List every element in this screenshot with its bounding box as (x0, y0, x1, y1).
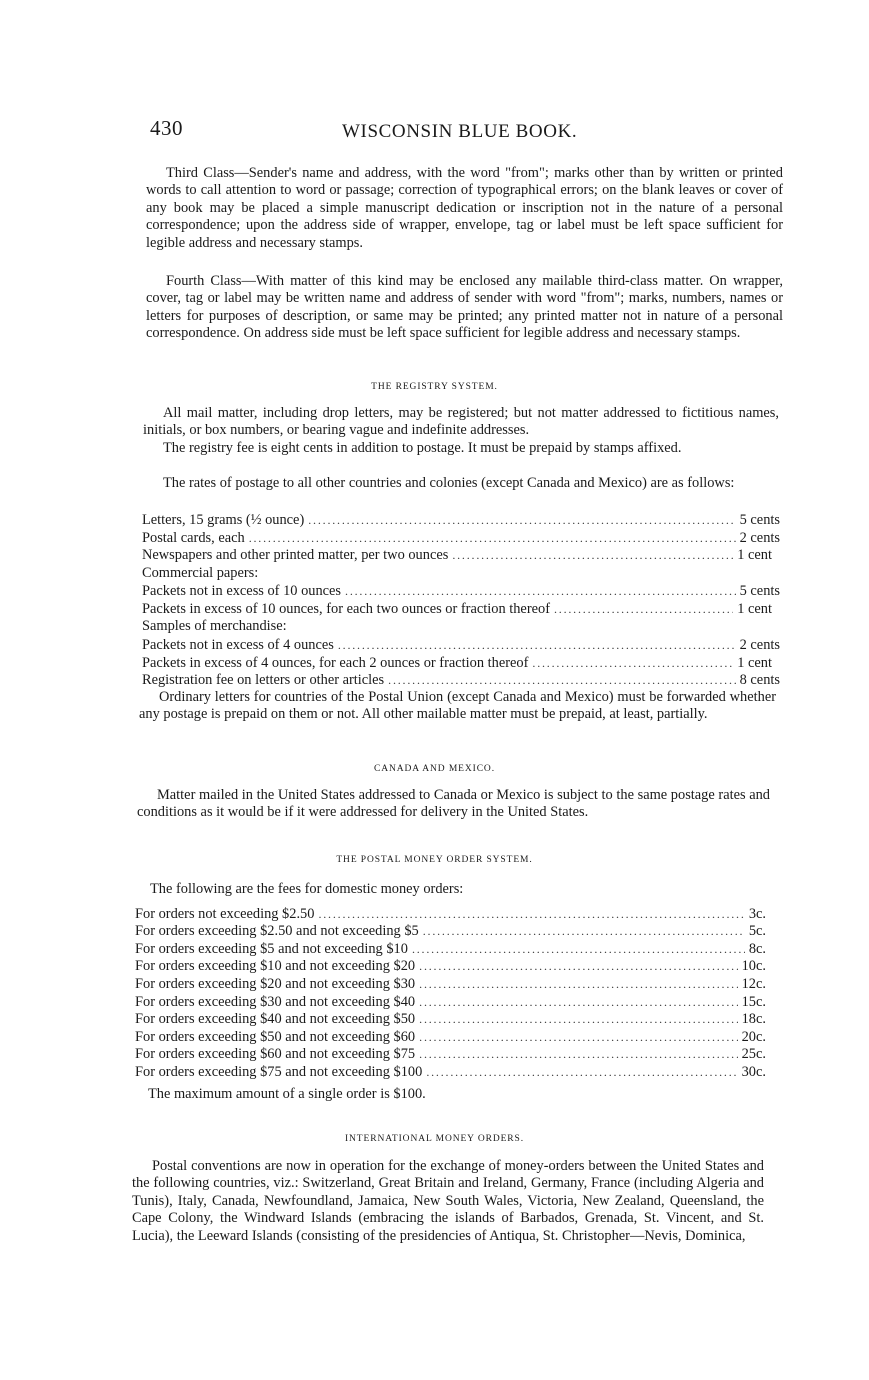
registry-heading: THE REGISTRY SYSTEM. (371, 382, 498, 392)
fee-row (135, 1029, 766, 1047)
international-paragraph: Postal conventions are now in operation for the exchange of money-orders between the United States and the following countries, viz.: Switzerland, Great Britain and Ireland, Germany, France (including Algeria and Tunis), Italy, Canada, Newfoundland, Jamaica, New South Wales, Victoria, New Zealand, Queensland, the Cape Colony, the Windward Islands (embracing the islands of Barbados, Grenada, St. Vincent, and St. Lucia), the Leeward Islands (consisting of the presidencies of Antiqua, St. Christopher—Nevis, Dominica, (132, 1158, 764, 1244)
rate-value: 5 cents (739, 512, 780, 528)
rate-label: Packets in excess of 10 ounces, for each two ounces or fraction thereof (142, 601, 550, 617)
dot-leader (412, 941, 745, 959)
fee-row (135, 1046, 766, 1064)
fee-row (135, 906, 766, 924)
fee-label: For orders exceeding $20 and not exceeding $30 (135, 976, 416, 992)
fee-value: 25c. (741, 1046, 766, 1062)
fee-label: For orders exceeding $75 and not exceeding $100 (135, 1064, 423, 1080)
registry-paragraph-1: All mail matter, including drop letters, may be registered; but not matter addressed to fictitious names, initials, or box numbers, or bearing vague and indefinite addresses. (143, 405, 779, 439)
page-number: 430 (150, 116, 183, 140)
running-head: WISCONSIN BLUE BOOK. (342, 121, 578, 142)
rate-label: Packets in excess of 4 ounces, for each 2 ounces or fraction thereof (142, 655, 529, 671)
dot-leader (338, 637, 736, 655)
dot-leader (419, 958, 737, 976)
canada-mexico-heading: CANADA AND MEXICO. (374, 764, 495, 774)
rate-value: 2 cents (739, 637, 780, 653)
rate-label: Packets not in excess of 10 ounces (142, 583, 342, 599)
dot-leader (419, 1046, 737, 1064)
fee-label: For orders not exceeding $2.50 (135, 906, 315, 922)
dot-leader (249, 530, 736, 548)
dot-leader (308, 512, 735, 530)
fee-label: For orders exceeding $2.50 and not exceeding $5 (135, 923, 419, 939)
rate-row (142, 530, 780, 548)
third-class-paragraph: Third Class—Sender's name and address, with the word "from"; marks other than by written or printed words to call attention to word or passage; correction of typographical errors; on the blank leaves or cover of any book may be placed a simple manuscript dedication or inscription not in the nature of a personal correspondence; upon the address side of wrapper, envelope, tag or label must be left space sufficient for legible address and necessary stamps. (146, 165, 783, 251)
fee-value: 20c. (741, 1029, 766, 1045)
fee-row (135, 941, 766, 959)
fee-label: For orders exceeding $5 and not exceeding $10 (135, 941, 408, 957)
rate-row (142, 547, 772, 565)
fee-row (135, 1011, 766, 1029)
fee-row (135, 923, 766, 941)
fee-value: 15c. (741, 994, 766, 1010)
canada-mexico-paragraph: Matter mailed in the United States addressed to Canada or Mexico is subject to the same postage rates and conditions as it would be if it were addressed for delivery in the United States. (137, 787, 770, 821)
dot-leader (419, 1011, 737, 1029)
fee-label: For orders exceeding $40 and not exceeding $50 (135, 1011, 416, 1027)
fee-row (135, 994, 766, 1012)
fee-value: 5c. (748, 923, 766, 939)
money-order-maximum: The maximum amount of a single order is $100. (148, 1086, 426, 1102)
fee-row (135, 1064, 766, 1082)
rate-label: Postal cards, each (142, 530, 245, 546)
rate-row (142, 655, 772, 673)
fee-label: For orders exceeding $50 and not exceeding $60 (135, 1029, 416, 1045)
rate-value: 1 cent (737, 547, 772, 563)
rate-label: Newspapers and other printed matter, per two ounces (142, 547, 449, 563)
rate-value: 2 cents (739, 530, 780, 546)
dot-leader (423, 923, 745, 941)
dot-leader (554, 601, 733, 619)
fee-label: For orders exceeding $10 and not exceeding $20 (135, 958, 416, 974)
rate-value: 1 cent (737, 655, 772, 671)
fee-value: 30c. (741, 1064, 766, 1080)
dot-leader (388, 672, 735, 690)
dot-leader (345, 583, 736, 601)
registry-paragraph-2: The registry fee is eight cents in addition to postage. It must be prepaid by stamps affixed. (163, 440, 682, 456)
fee-value: 18c. (741, 1011, 766, 1027)
fee-label: For orders exceeding $60 and not exceeding $75 (135, 1046, 416, 1062)
international-heading: INTERNATIONAL MONEY ORDERS. (344, 1134, 525, 1144)
rate-row (142, 672, 780, 690)
samples-heading: Samples of merchandise: (142, 618, 287, 634)
rate-row (142, 601, 772, 619)
rate-label: Packets not in excess of 4 ounces (142, 637, 334, 653)
fourth-class-paragraph: Fourth Class—With matter of this kind may be enclosed any mailable third-class matter. On wrapper, cover, tag or label may be written name and address of sender with word "from"; marks, numbers, names or letters for purposes of description, or same may be printed; any printed matter not in nature of a personal correspondence. On address side must be left space sufficient for legible address and necessary stamps. (146, 273, 783, 342)
dot-leader (419, 1029, 737, 1047)
rate-value: 5 cents (739, 583, 780, 599)
dot-leader (318, 906, 744, 924)
rate-row (142, 512, 780, 530)
dot-leader (419, 994, 737, 1012)
fee-label: For orders exceeding $30 and not exceeding $40 (135, 994, 416, 1010)
dot-leader (419, 976, 737, 994)
money-order-intro: The following are the fees for domestic money orders: (150, 881, 464, 897)
dot-leader (452, 547, 733, 565)
rate-row (142, 583, 780, 601)
fee-value: 3c. (748, 906, 766, 922)
fee-value: 10c. (741, 958, 766, 974)
commercial-papers-heading: Commercial papers: (142, 565, 259, 581)
fee-row (135, 958, 766, 976)
fee-value: 12c. (741, 976, 766, 992)
registry-paragraph-3: The rates of postage to all other countries and colonies (except Canada and Mexico) are as follows: (163, 475, 735, 491)
dot-leader (532, 655, 733, 673)
registry-paragraph-4: Ordinary letters for countries of the Postal Union (except Canada and Mexico) must be forwarded whether any postage is prepaid on them or not. All other mailable matter must be prepaid, at least, partially. (139, 689, 776, 723)
fee-row (135, 976, 766, 994)
fee-value: 8c. (748, 941, 766, 957)
rate-value: 8 cents (739, 672, 780, 688)
rate-value: 1 cent (737, 601, 772, 617)
money-order-heading: THE POSTAL MONEY ORDER SYSTEM. (336, 855, 533, 865)
dot-leader (426, 1064, 737, 1082)
rate-label: Letters, 15 grams (½ ounce) (142, 512, 305, 528)
rate-row (142, 637, 780, 655)
rate-label: Registration fee on letters or other articles (142, 672, 385, 688)
